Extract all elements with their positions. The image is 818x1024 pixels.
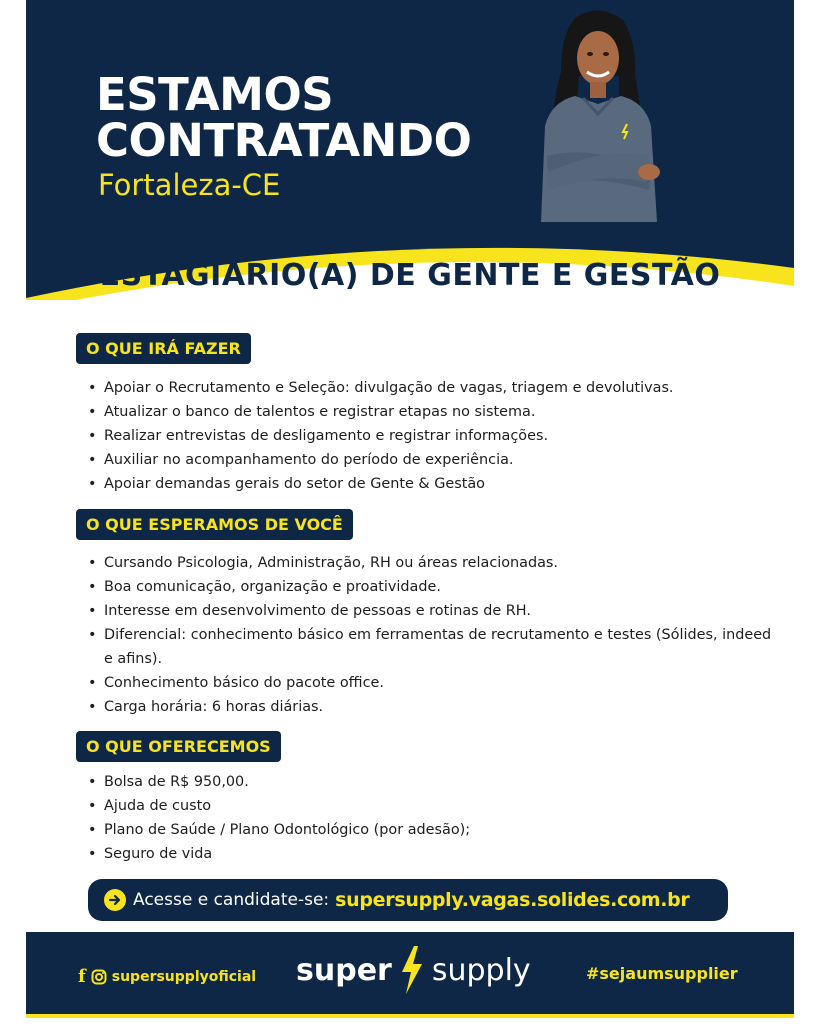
brand-part2: supply bbox=[431, 952, 531, 988]
job-title: ESTAGIÁRIO(A) DE GENTE E GESTÃO bbox=[99, 258, 721, 293]
list-item: • Conhecimento básico do pacote office. bbox=[84, 671, 774, 695]
hiring-title bbox=[96, 68, 472, 167]
section-heading-requirements: O QUE ESPERAMOS DE VOCÊ bbox=[76, 509, 353, 540]
brand-part1: super bbox=[296, 952, 392, 988]
list-item: • Apoiar o Recrutamento e Seleção: divulgação de vagas, triagem e devolutivas. bbox=[84, 376, 774, 400]
brand-logo bbox=[296, 946, 531, 994]
hiring-title-line1: ESTAMOS bbox=[96, 68, 334, 121]
header-banner bbox=[26, 0, 794, 300]
list-item: • Diferencial: conhecimento básico em ferramentas de recrutamento e testes (Sólides, indeed e afins). bbox=[84, 623, 774, 671]
hashtag: #sejaumsupplier bbox=[586, 964, 738, 983]
list-item: • Apoiar demandas gerais do setor de Gente & Gestão bbox=[84, 472, 774, 496]
benefits-list bbox=[84, 770, 774, 866]
apply-banner[interactable] bbox=[88, 879, 728, 921]
hiring-title-line2: CONTRATANDO bbox=[96, 114, 472, 167]
city-label: Fortaleza-CE bbox=[98, 168, 281, 202]
recruiter-photo bbox=[523, 6, 673, 222]
section-heading-tasks: O QUE IRÁ FAZER bbox=[76, 333, 251, 364]
section-heading-benefits: O QUE OFERECEMOS bbox=[76, 731, 281, 762]
lightning-logo-icon bbox=[400, 946, 424, 994]
list-item: • Realizar entrevistas de desligamento e registrar informações. bbox=[84, 424, 774, 448]
instagram-icon[interactable] bbox=[91, 969, 107, 985]
list-item: • Atualizar o banco de talentos e registrar etapas no sistema. bbox=[84, 400, 774, 424]
footer-stripe bbox=[26, 1014, 794, 1018]
social-handle[interactable] bbox=[78, 966, 256, 987]
list-item: • Plano de Saúde / Plano Odontológico (por adesão); bbox=[84, 818, 774, 842]
list-item: • Ajuda de custo bbox=[84, 794, 774, 818]
facebook-icon[interactable]: f bbox=[78, 966, 86, 987]
list-item: • Cursando Psicologia, Administração, RH ou áreas relacionadas. bbox=[84, 551, 774, 575]
list-item: • Boa comunicação, organização e proatividade. bbox=[84, 575, 774, 599]
list-item: • Auxiliar no acompanhamento do período de experiência. bbox=[84, 448, 774, 472]
list-item: • Seguro de vida bbox=[84, 842, 774, 866]
tasks-list bbox=[84, 376, 774, 496]
list-item: • Carga horária: 6 horas diárias. bbox=[84, 695, 774, 719]
social-handle-text: supersupplyoficial bbox=[111, 968, 257, 985]
requirements-list bbox=[84, 551, 774, 719]
list-item: • Bolsa de R$ 950,00. bbox=[84, 770, 774, 794]
list-item: • Interesse em desenvolvimento de pessoas e rotinas de RH. bbox=[84, 599, 774, 623]
apply-label: Acesse e candidate-se: bbox=[133, 890, 330, 910]
job-poster bbox=[26, 0, 794, 1024]
apply-link[interactable]: supersupply.vagas.solides.com.br bbox=[335, 889, 690, 911]
arrow-right-circle-icon bbox=[104, 889, 126, 911]
